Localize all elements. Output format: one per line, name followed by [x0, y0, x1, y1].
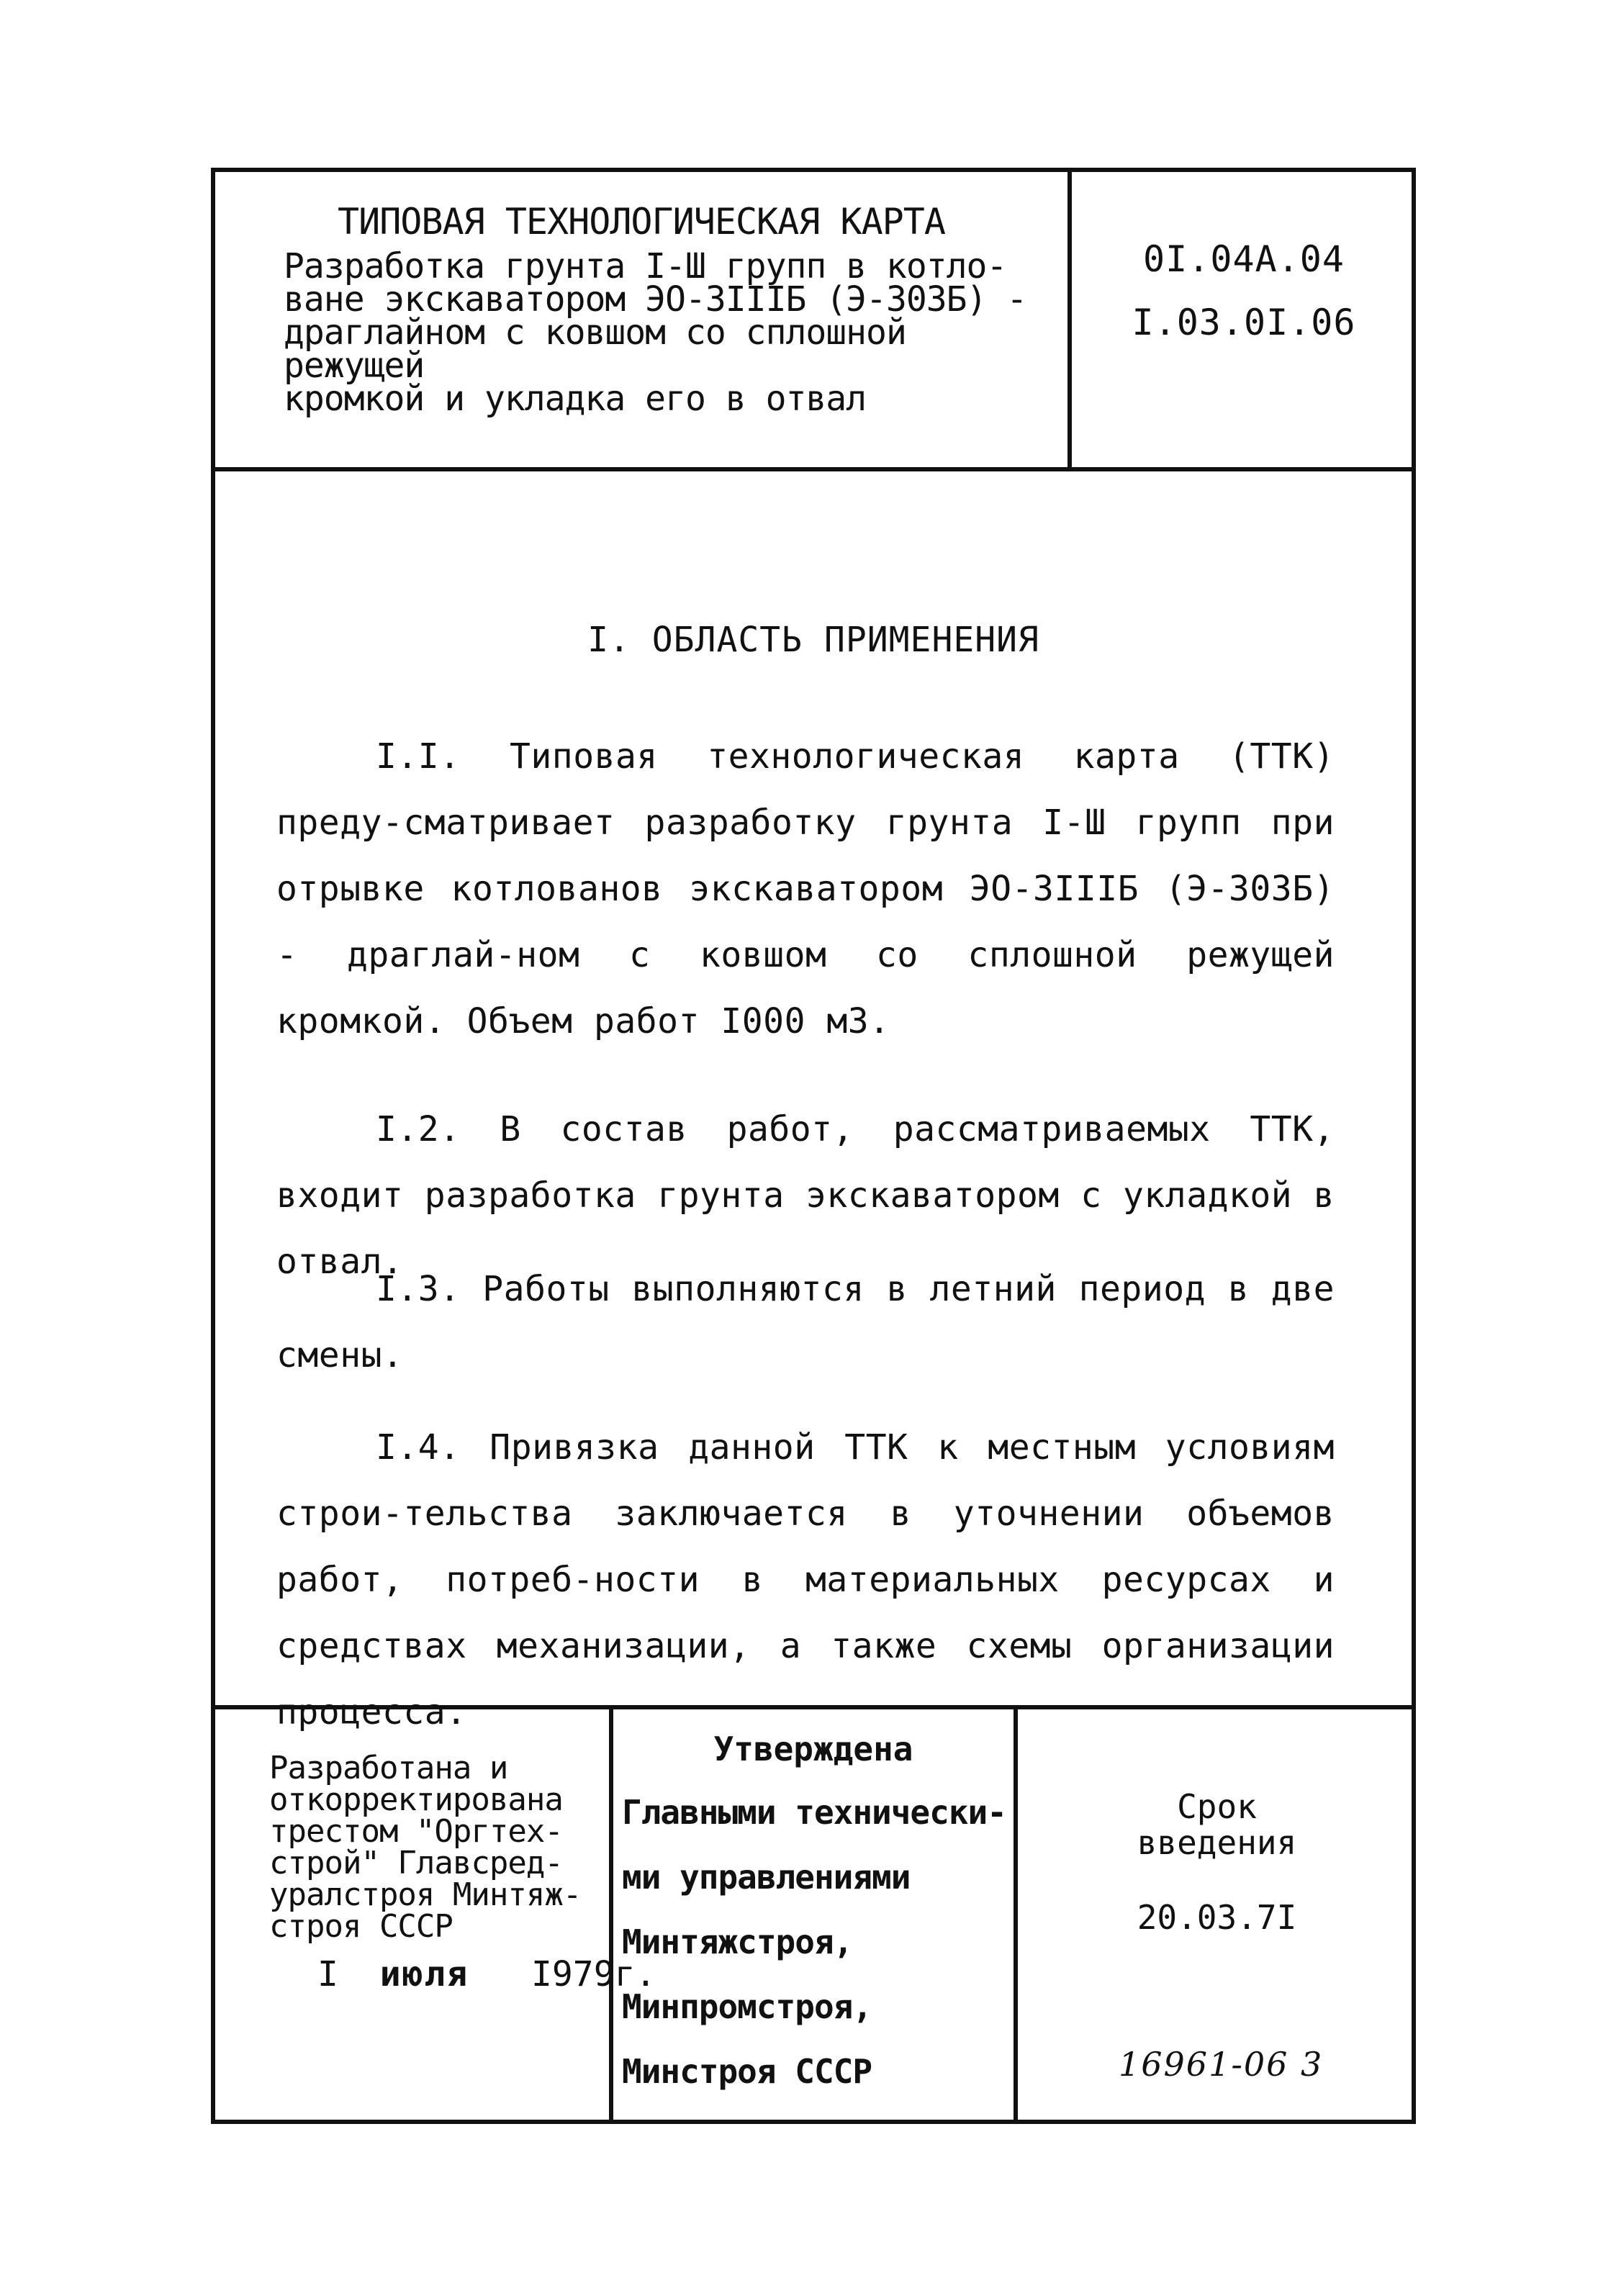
handwritten-registration-number: 16961-06 3: [1119, 2045, 1324, 2084]
developer-text: Разработана и откорректирована трестом "Оргтех- строй" Главсред- уралстроя Минтяж- строя СССР: [269, 1750, 582, 1945]
approved-by-line: Главными технически-: [622, 1793, 1006, 1832]
developed-date-year: I979г.: [531, 1954, 656, 1994]
developer-cell: [215, 1709, 656, 2124]
developed-date: [317, 1954, 656, 1994]
paragraph-1-1: I.I. Типовая технологическая карта (ТТК) преду-сматривает разработку грунта I-Ш групп при отрывке котлованов экскаватором ЭО-3IIIБ (Э-303Б) - драглай-ном с ковшом со сплошной режущей кромкой. Объем работ I000 м3.: [276, 736, 1335, 1041]
developed-date-month: июля: [379, 1954, 469, 1994]
approved-by-line: Минстроя СССР: [622, 2052, 872, 2091]
developed-date-day: I: [317, 1954, 338, 1994]
approved-by-line: Минтяжстроя,: [622, 1922, 853, 1961]
code-cell: [1072, 172, 1416, 467]
approved-title: Утверждена: [713, 1730, 913, 1768]
document-frame: [211, 168, 1416, 2124]
approval-cell: [613, 1709, 1018, 2124]
paragraph-1-2: I.2. В состав работ, рассматриваемых ТТК, входит разработка грунта экскаватором с укладкой в отвал.: [276, 1109, 1335, 1282]
effective-date-value: 20.03.7I: [1137, 1898, 1297, 1937]
approval-block: [215, 1705, 1412, 2124]
document-body: [215, 471, 1412, 1732]
title-cell: [215, 172, 1072, 467]
approved-by-line: Минпромстроя,: [622, 1987, 872, 2026]
paragraph-1-4: I.4. Привязка данной ТТК к местным условиям строи-тельства заключается в уточнении объемов работ, потреб-ности в материальных ресурсах и средствах механизации, а также схемы организации процесса.: [276, 1427, 1335, 1732]
approved-by-line: ми управлениями: [622, 1858, 911, 1897]
document-type-title: ТИПОВАЯ ТЕХНОЛОГИЧЕСКАЯ КАРТА: [338, 201, 945, 243]
document-code-secondary: I.03.0I.06: [1132, 302, 1356, 343]
document-code-primary: 0I.04А.04: [1143, 238, 1345, 280]
effective-date-label: Срок введения: [1137, 1787, 1297, 1862]
document-subtitle: Разработка грунта I-Ш групп в котло- ване экскаватором ЭО-3IIIБ (Э-303Б) - драглайном с ковшом со сплошной режущей кромкой и укладка его в отвал: [284, 246, 1027, 419]
effective-date-cell: [1018, 1709, 1416, 2124]
paragraph-1-3: I.3. Работы выполняются в летний период в две смены.: [276, 1269, 1335, 1375]
section-heading: I. ОБЛАСТЬ ПРИМЕНЕНИЯ: [587, 620, 1039, 660]
title-block: [215, 172, 1412, 471]
